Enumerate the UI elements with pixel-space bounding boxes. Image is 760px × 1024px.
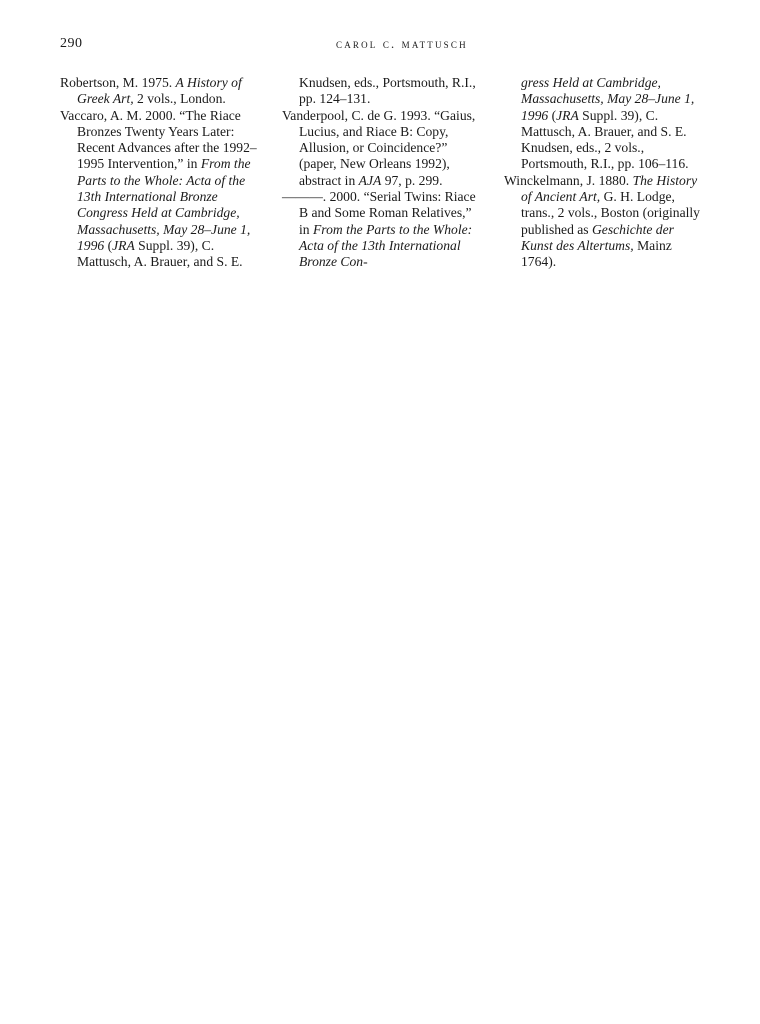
bibliography-entry	[60, 75, 260, 108]
italic-text: AJA	[358, 172, 382, 188]
bibliography-column-3	[504, 75, 704, 271]
entry-text: Mainz 1764).	[521, 237, 672, 270]
page-number: 290	[60, 36, 83, 51]
italic-text: JRA	[112, 237, 135, 253]
entry-text: Suppl. 39), C. Mattusch, A. Brauer, and S. E.	[77, 237, 243, 270]
running-head: carol c. mattusch	[336, 37, 468, 51]
entry-text: 97, p. 299.	[381, 172, 443, 188]
bibliography-entry-continuation	[504, 75, 704, 173]
bibliography-column-2	[282, 75, 482, 271]
italic-text: The History of Ancient Art,	[521, 172, 698, 205]
italic-text: Geschichte der Kunst des Altertums,	[521, 221, 674, 253]
italic-text: gress Held at Cambridge, Massachusetts, May 28–June 1, 1996	[521, 75, 695, 123]
entry-text: Winckelmann, J. 1880.	[504, 172, 633, 188]
entry-text: G. H. Lodge, trans., 2 vols., Boston (originally published as	[521, 189, 700, 237]
entry-text: (	[548, 107, 557, 123]
bibliography-column-1	[60, 75, 260, 271]
italic-text: JRA	[556, 107, 579, 123]
bibliography-entry	[282, 189, 482, 270]
entry-text: Knudsen, eds., Portsmouth, R.I., pp. 124–131.	[299, 75, 476, 107]
bibliography-entry	[60, 108, 260, 271]
entry-text: (	[104, 237, 113, 253]
italic-text: A History of Greek Art,	[77, 75, 242, 107]
entry-text: Suppl. 39), C. Mattusch, A. Brauer, and S. E. Knudsen, eds., 2 vols., Portsmouth, R.I., pp. 106–116.	[521, 107, 689, 172]
entry-text: Robertson, M. 1975.	[60, 75, 176, 90]
bibliography-entry	[504, 173, 704, 271]
italic-text: From the Parts to the Whole: Acta of the 13th International Bronze Con-	[299, 221, 473, 270]
entry-text: 2 vols., London.	[133, 91, 226, 107]
entry-text: Vanderpool, C. de G. 1993. “Gaius, Lucius, and Riace B: Copy, Allusion, or Coincidence?” (paper, New Orleans 1992), abstract in	[282, 107, 476, 188]
bibliography-entry-continuation	[282, 75, 482, 108]
bibliography-entry	[282, 108, 482, 189]
italic-text: From the Parts to the Whole: Acta of the 13th International Bronze Congress Held at Cambridge, Massachusetts, May 28–June 1, 1996	[77, 156, 251, 253]
entry-text: Vaccaro, A. M. 2000. “The Riace Bronzes Twenty Years Later: Recent Advances after the 1992–1995 Intervention,” in	[60, 107, 257, 172]
entry-text: ———. 2000. “Serial Twins: Riace B and Some Roman Relatives,” in	[282, 189, 476, 237]
